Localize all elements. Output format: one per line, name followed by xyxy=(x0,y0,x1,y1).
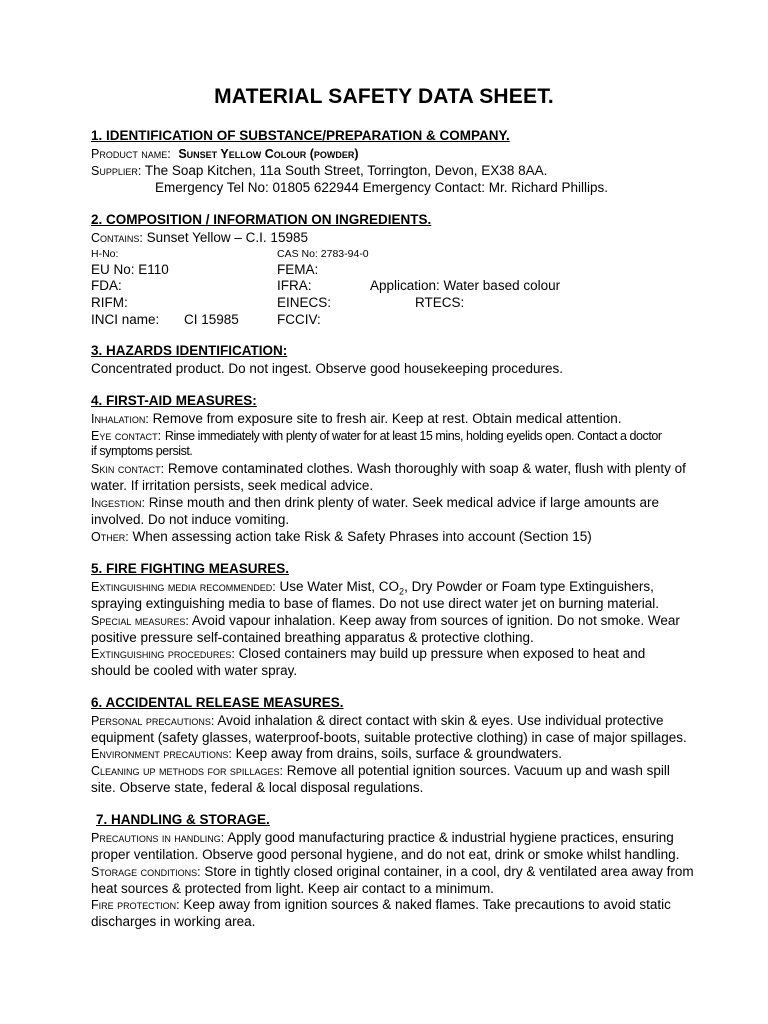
inhalation-line xyxy=(91,410,622,428)
eye-contact-text: Rinse immediately with plenty of water for at least 15 mins, holding eyelids open. Contact a doctor xyxy=(164,429,662,443)
fcciv-label: FCCIV: xyxy=(277,312,321,327)
cas-value: 2783-94-0 xyxy=(320,248,369,260)
skin-contact-text-2: water. If irritation persists, seek medical advice. xyxy=(91,478,374,493)
skin-contact-label: Skin contact: xyxy=(91,462,165,476)
other-label: Other: xyxy=(91,530,129,544)
rifm-label: RIFM: xyxy=(91,295,128,310)
cleaning-up-text: Remove all potential ignition sources. Vacuum up and wash spill xyxy=(286,763,670,778)
ingestion-label: Ingestion: xyxy=(91,496,145,510)
environment-precautions-line xyxy=(91,745,562,763)
fda-label: FDA: xyxy=(91,278,122,293)
fire-protection-label: Fire protection: xyxy=(91,898,180,912)
contains-value: Sunset Yellow – C.I. 15985 xyxy=(146,230,308,245)
skin-contact-line xyxy=(91,460,686,478)
eye-contact-label: Eye contact: xyxy=(91,429,162,443)
skin-contact-text: Remove contaminated clothes. Wash thoroughly with soap & water, flush with plenty of xyxy=(167,461,686,476)
emergency-line: Emergency Tel No: 01805 622944 Emergency Contact: Mr. Richard Phillips. xyxy=(155,180,608,195)
product-name-label: Product name: xyxy=(91,147,171,161)
cas-label: CAS No: xyxy=(277,248,318,260)
section-5-heading: 5. FIRE FIGHTING MEASURES. xyxy=(91,561,290,576)
special-measures-label: Special measures: xyxy=(91,614,189,628)
co2-subscript: 2 xyxy=(399,586,405,597)
extinguishing-procedures-label: Extinguishing procedures: xyxy=(91,647,235,661)
precautions-handling-text: Apply good manufacturing practice & industrial hygiene practices, ensuring xyxy=(227,830,674,845)
application-value: Application: Water based colour xyxy=(370,278,561,293)
extinguishing-procedures-text-2: should be cooled with water spray. xyxy=(91,663,298,678)
extinguishing-procedures-text: Closed containers may build up pressure when exposed to heat and xyxy=(238,646,646,661)
inhalation-text: Remove from exposure site to fresh air. Keep at rest. Obtain medical attention. xyxy=(152,411,622,426)
ingestion-text-2: involved. Do not induce vomiting. xyxy=(91,512,290,527)
extinguishing-media-text-2: spraying extinguishing media to base of flames. Do not use direct water jet on burning material. xyxy=(91,596,660,611)
environment-precautions-text: Keep away from drains, soils, surface & groundwaters. xyxy=(235,746,562,761)
fire-protection-text-2: discharges in working area. xyxy=(91,914,256,929)
storage-conditions-text-2: heat sources & protected from light. Keep air contact to a minimum. xyxy=(91,881,494,896)
cleaning-up-label: Cleaning up methods for spillages: xyxy=(91,764,283,778)
fema-label: FEMA: xyxy=(277,262,319,277)
eu-no: EU No: E110 xyxy=(91,262,169,277)
contains-line xyxy=(91,229,308,247)
personal-precautions-text: Avoid inhalation & direct contact with skin & eyes. Use individual protective xyxy=(217,713,664,728)
h-no-label: H-No: xyxy=(91,248,119,260)
product-name-line xyxy=(91,145,359,163)
storage-conditions-line xyxy=(91,863,694,881)
section-4-heading: 4. FIRST-AID MEASURES: xyxy=(91,393,257,408)
extinguishing-media-text-b: , Dry Powder or Foam type Extinguishers, xyxy=(404,579,654,594)
storage-conditions-text: Store in tightly closed original container, in a cool, dry & ventilated area away from xyxy=(204,864,694,879)
cleaning-up-text-2: site. Observe state, federal & local disposal regulations. xyxy=(91,780,424,795)
inhalation-label: Inhalation: xyxy=(91,412,149,426)
environment-precautions-label: Environment precautions: xyxy=(91,747,232,761)
fire-protection-line xyxy=(91,896,671,914)
eye-contact-text-2: if symptoms persist. xyxy=(91,444,193,458)
other-text: When assessing action take Risk & Safety Phrases into account (Section 15) xyxy=(132,529,592,544)
storage-conditions-label: Storage conditions: xyxy=(91,865,201,879)
special-measures-line xyxy=(91,612,680,630)
inci-value: CI 15985 xyxy=(184,312,239,327)
section-6-heading: 6. ACCIDENTAL RELEASE MEASURES. xyxy=(91,695,344,710)
hazards-text: Concentrated product. Do not ingest. Observe good housekeeping procedures. xyxy=(91,361,564,376)
personal-precautions-label: Personal precautions: xyxy=(91,714,215,728)
supplier-line xyxy=(91,162,547,180)
extinguishing-media-label: Extinguishing media recommended: xyxy=(91,580,276,594)
section-3-heading: 3. HAZARDS IDENTIFICATION: xyxy=(91,343,288,358)
section-2-heading: 2. COMPOSITION / INFORMATION ON INGREDIENTS. xyxy=(91,212,432,227)
rtecs-label: RTECS: xyxy=(415,295,465,310)
section-7-heading: 7. HANDLING & STORAGE. xyxy=(96,812,270,827)
fire-protection-text: Keep away from ignition sources & naked flames. Take precautions to avoid static xyxy=(183,897,671,912)
document-title: MATERIAL SAFETY DATA SHEET. xyxy=(214,85,554,108)
section-1-heading: 1. IDENTIFICATION OF SUBSTANCE/PREPARATION & COMPANY. xyxy=(91,128,510,143)
product-name-value: Sunset Yellow Colour (powder) xyxy=(178,147,359,161)
contains-label: Contains: xyxy=(91,231,143,245)
special-measures-text: Avoid vapour inhalation. Keep away from sources of ignition. Do not smoke. Wear xyxy=(191,613,680,628)
precautions-handling-label: Precautions in handling: xyxy=(91,831,225,845)
personal-precautions-text-2: equipment (safety glasses, waterproof-boots, suitable protective clothing) in case of major spillages. xyxy=(91,730,687,745)
inci-label: INCI name: xyxy=(91,312,160,327)
other-line xyxy=(91,528,592,546)
extinguishing-procedures-line xyxy=(91,645,645,663)
ifra-label: IFRA: xyxy=(277,278,312,293)
ingestion-line xyxy=(91,494,659,512)
extinguishing-media-text-a: Use Water Mist, CO xyxy=(279,579,400,594)
special-measures-text-2: positive pressure self-contained breathing apparatus & protective clothing. xyxy=(91,630,534,645)
precautions-handling-line xyxy=(91,829,674,847)
precautions-handling-text-2: proper ventilation. Observe good personal hygiene, and do not eat, drink or smoke whilst handling. xyxy=(91,847,680,862)
personal-precautions-line xyxy=(91,712,664,730)
einecs-label: EINECS: xyxy=(277,295,332,310)
supplier-label: Supplier: xyxy=(91,164,142,178)
supplier-value: The Soap Kitchen, 11a South Street, Torrington, Devon, EX38 8AA. xyxy=(144,163,548,178)
ingestion-text: Rinse mouth and then drink plenty of water. Seek medical advice if large amounts are xyxy=(148,495,659,510)
cleaning-up-line xyxy=(91,762,670,780)
